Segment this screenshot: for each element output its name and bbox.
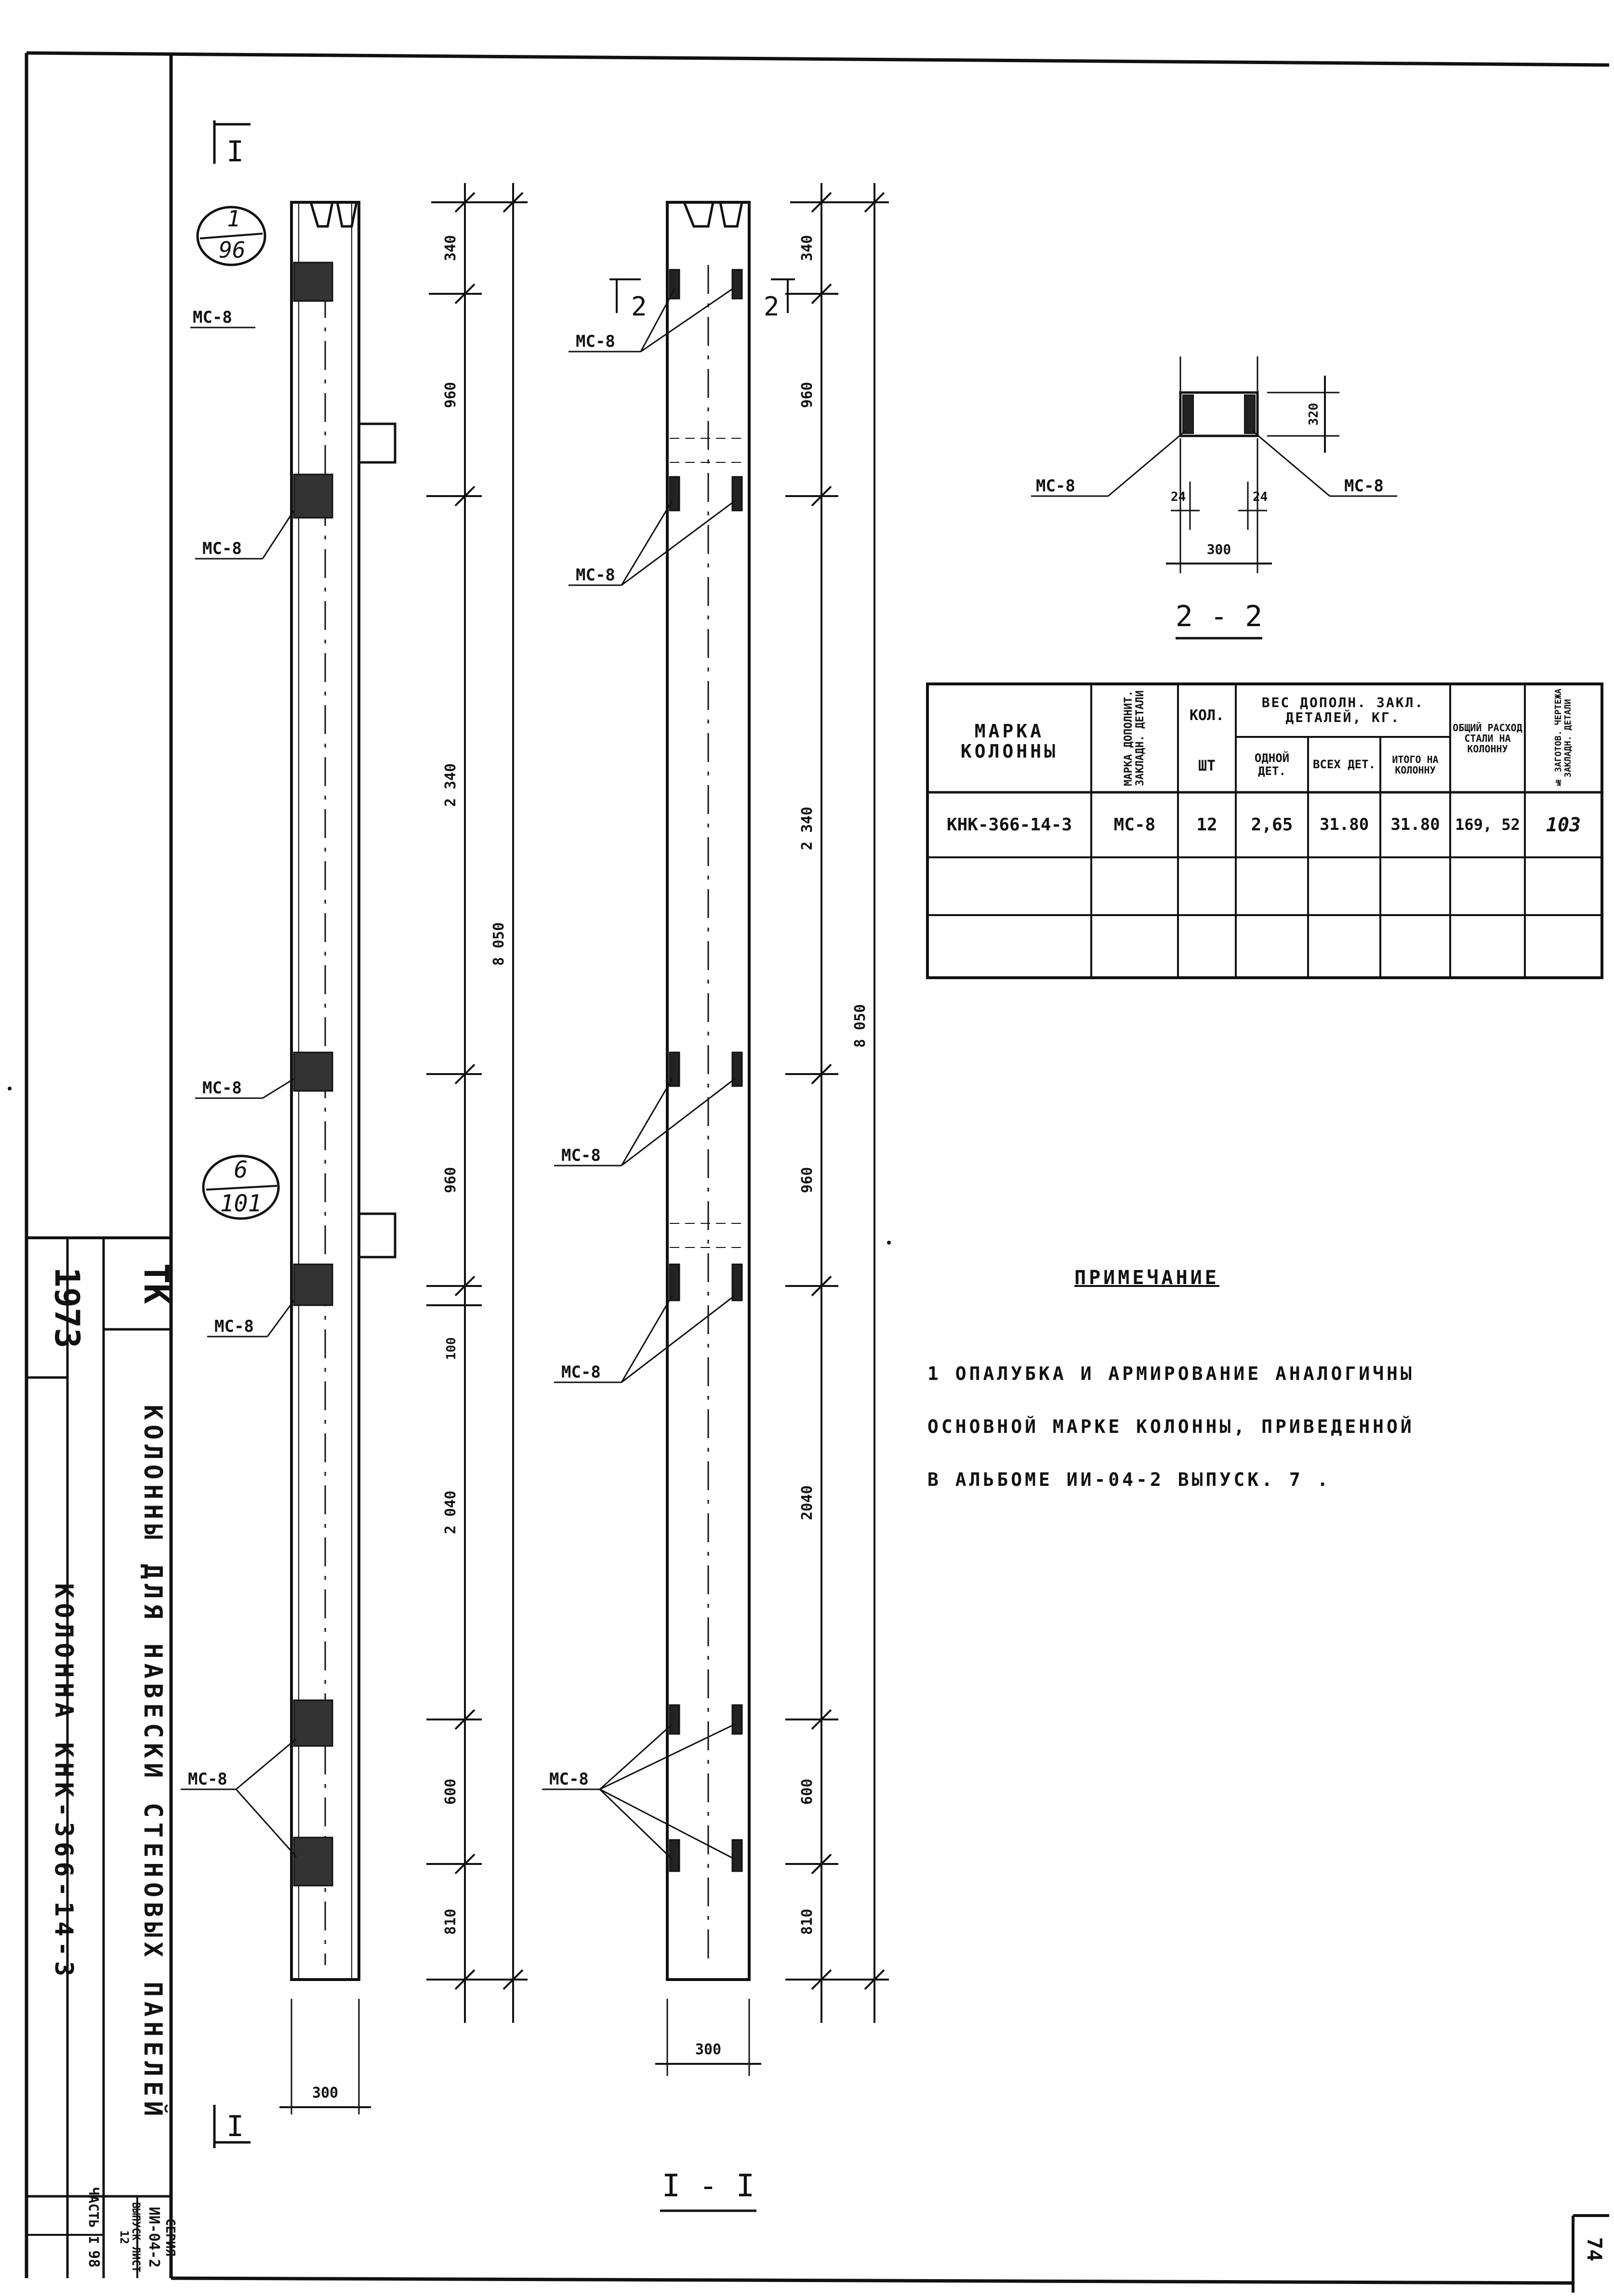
sheet-title-text: КОЛОННА КНК-366-14-3 (49, 1583, 78, 1981)
cell-one: 2,65 (1251, 814, 1293, 835)
embed-plate (294, 1700, 332, 1746)
th-mark: МАРКА КОЛОННЫ (960, 721, 1058, 762)
svg-text:300: 300 (312, 2085, 339, 2101)
drawing-frame (26, 53, 1609, 2293)
svg-text:2 340: 2 340 (799, 806, 816, 851)
column-elevation (291, 202, 395, 1980)
svg-text:960: 960 (799, 381, 816, 408)
th-one: ОДНОЙ ДЕТ. (1254, 751, 1290, 778)
cell-all: 31.80 (1319, 814, 1369, 834)
th-total: ИТОГО НА КОЛОННУ (1392, 753, 1439, 776)
svg-text:2 040: 2 040 (442, 1490, 459, 1535)
svg-text:24: 24 (1171, 490, 1186, 504)
svg-text:2 - 2: 2 - 2 (1175, 600, 1263, 633)
note-title: ПРИМЕЧАНИЕ (1074, 1267, 1219, 1289)
th-qty-unit: ШТ (1198, 757, 1216, 774)
dot-mark (8, 1087, 12, 1090)
embed-plate (294, 1264, 332, 1305)
part-label-text: ЧАСТЬ I (86, 2187, 102, 2244)
svg-text:МС-8: МС-8 (576, 332, 615, 351)
section-mark-top (214, 120, 251, 169)
section-mark-bottom (214, 2105, 251, 2148)
cell-total: 31.80 (1390, 814, 1440, 834)
svg-text:340: 340 (442, 235, 459, 262)
svg-text:МС-8: МС-8 (202, 1078, 242, 1098)
title-block (26, 1238, 177, 2278)
sheet-no-text: 98 (85, 2250, 102, 2268)
svg-text:340: 340 (799, 235, 816, 262)
cut-mark-2-2 (609, 279, 795, 322)
cell-steel: 169, 52 (1455, 815, 1520, 834)
section-2-2-detail (1031, 356, 1397, 638)
svg-text:24: 24 (1253, 490, 1268, 504)
svg-text:МС-8: МС-8 (561, 1146, 601, 1165)
svg-text:I: I (226, 135, 244, 169)
th-all: ВСЕХ ДЕТ. (1312, 758, 1376, 772)
embed-plate (294, 474, 332, 518)
series-label-text: СЕРИЯ (163, 2218, 177, 2257)
svg-text:6: 6 (234, 1156, 248, 1183)
svg-text:600: 600 (799, 1778, 816, 1805)
svg-text:2040: 2040 (799, 1485, 816, 1521)
svg-text:2: 2 (631, 291, 647, 322)
cell-embed: МС-8 (1113, 814, 1156, 835)
th-weight-group: ВЕС ДОПОЛН. ЗАКЛ. ДЕТАЛЕЙ, КГ. (1261, 695, 1425, 725)
issue-text: 12 (118, 2230, 131, 2244)
svg-text:МС-8: МС-8 (1036, 476, 1075, 496)
series-no-text: ИИ-04-2 (146, 2206, 162, 2268)
th-qty: КОЛ. (1189, 707, 1225, 724)
note-line: ОСНОВНОЙ МАРКЕ КОЛОННЫ, ПРИВЕДЕННОЙ (927, 1416, 1415, 1437)
callout-6-101 (203, 1156, 278, 1219)
svg-text:100: 100 (444, 1337, 459, 1360)
cell-mark: КНК-366-14-3 (946, 814, 1072, 835)
embed-plate (294, 1052, 332, 1091)
svg-text:320: 320 (1307, 403, 1321, 426)
th-steel: ОБЩИЙ РАСХОД СТАЛИ НА КОЛОННУ (1453, 722, 1522, 755)
note-line: 1 ОПАЛУБКА И АРМИРОВАНИЕ АНАЛОГИЧНЫ (927, 1363, 1415, 1384)
embed-label-left (181, 308, 296, 1857)
embed-label-right (542, 289, 735, 1859)
svg-text:300: 300 (695, 2041, 722, 2058)
column-section-1-1 (609, 202, 795, 1980)
view-label-1-1 (660, 2168, 756, 2211)
svg-text:I - I: I - I (661, 2168, 755, 2204)
th-drawing: № ЗАГОТОВ. ЧЕРТЕЖА ЗАКЛАДН. ДЕТАЛИ (1553, 688, 1573, 788)
svg-text:8 050: 8 050 (852, 1004, 869, 1048)
svg-text:МС-8: МС-8 (1344, 476, 1384, 496)
svg-text:МС-8: МС-8 (188, 1770, 227, 1789)
svg-text:960: 960 (799, 1167, 816, 1194)
dimension-chain-right (785, 183, 889, 2023)
note-line: В АЛЬБОМЕ ИИ-04-2 ВЫПУСК. 7 . (927, 1469, 1331, 1490)
embed-plate (294, 1837, 332, 1886)
svg-text:101: 101 (220, 1190, 262, 1217)
svg-text:600: 600 (442, 1778, 459, 1805)
svg-text:2: 2 (764, 291, 780, 322)
dimension-chain-left (426, 125, 528, 2023)
svg-text:2 340: 2 340 (442, 763, 459, 807)
issue-label-text: ВЫПУСК ЛИСТ (130, 2202, 142, 2272)
svg-text:МС-8: МС-8 (561, 1363, 601, 1382)
page-number: 74 (1583, 2237, 1606, 2262)
svg-text:300: 300 (1206, 541, 1231, 557)
year-text: 1973 (47, 1267, 87, 1349)
cell-qty: 12 (1196, 814, 1217, 835)
svg-text:1: 1 (227, 206, 240, 232)
svg-text:810: 810 (442, 1908, 459, 1935)
svg-text:96: 96 (219, 237, 246, 263)
svg-text:МС-8: МС-8 (549, 1770, 589, 1789)
width-dim-left (279, 1999, 371, 2114)
th-embed-mark: МАРКА ДОПОЛНИТ. ЗАКЛАДН. ДЕТАЛИ (1122, 690, 1146, 786)
svg-text:I: I (226, 2110, 244, 2143)
callout-1-96 (198, 206, 265, 265)
svg-text:8 050: 8 050 (490, 922, 507, 966)
org-text: ТК (136, 1263, 176, 1304)
series-title-text: КОЛОННЫ ДЛЯ НАВЕСКИ СТЕНОВЫХ ПАНЕЛЕЙ (138, 1404, 167, 2121)
cell-drawing: 103 (1546, 813, 1581, 836)
width-dim-right (655, 1999, 761, 2076)
embed-plate (294, 262, 332, 301)
svg-text:810: 810 (799, 1908, 816, 1935)
svg-text:МС-8: МС-8 (193, 308, 232, 327)
svg-text:960: 960 (442, 381, 459, 408)
dot-mark (887, 1241, 891, 1245)
svg-text:МС-8: МС-8 (576, 565, 615, 585)
svg-text:МС-8: МС-8 (214, 1317, 254, 1336)
svg-text:960: 960 (442, 1167, 459, 1194)
svg-text:МС-8: МС-8 (202, 539, 242, 558)
